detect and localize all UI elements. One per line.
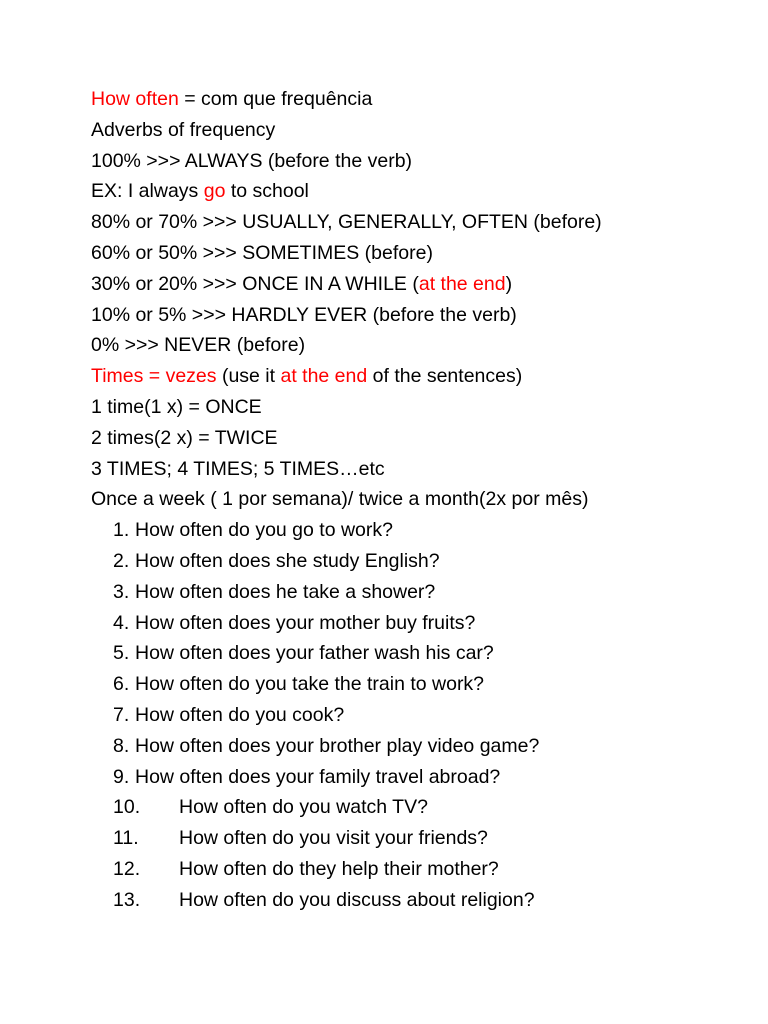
list-item-text: How often do you watch TV? [179,796,428,819]
list-item-number: 10. [113,796,141,819]
frequency-expressions-line: Once a week ( 1 por semana)/ twice a month(2x por mês) [91,488,589,511]
document-body [91,84,751,916]
list-item [91,885,751,916]
list-item [91,731,751,762]
list-item [91,515,751,546]
times-position: at the end [280,365,368,388]
list-item-text: How often do you discuss about religion? [179,888,535,911]
list-item-number: 8. [113,734,130,757]
times-line [91,361,751,392]
frequency-hardly-ever: 10% or 5% >>> HARDLY EVER (before the verb) [91,303,517,326]
list-item-text: How often does he take a shower? [135,580,436,603]
list-item [91,823,751,854]
once-position: at the end [418,272,506,295]
list-item [91,669,751,700]
list-item-number: 11. [113,827,139,850]
list-item-number: 9. [113,765,130,788]
list-item-number: 3. [113,580,130,603]
list-item [91,546,751,577]
frequency-always: 100% >>> ALWAYS (before the verb) [91,149,413,172]
example-part-2: to school [225,180,309,203]
times-term: Times = vezes [91,365,217,388]
list-item-text: How often do you cook? [135,703,345,726]
once-part-1: 30% or 20% >>> ONCE IN A WHILE ( [91,272,419,295]
list-item-text: How often does your family travel abroad? [135,765,501,788]
twice-line: 2 times(2 x) = TWICE [91,426,278,449]
list-item-number: 2. [113,549,130,572]
list-item-text: How often do they help their mother? [179,857,499,880]
frequency-usually: 80% or 70% >>> USUALLY, GENERALLY, OFTEN (before) [91,211,602,234]
frequency-never: 0% >>> NEVER (before) [91,334,306,357]
list-item [91,638,751,669]
list-item-text: How often does she study English? [135,549,440,572]
how-often-term: How often [91,88,179,110]
list-item-text: How often do you take the train to work? [135,673,485,696]
example-part-1: EX: I always [91,180,204,203]
section-heading: Adverbs of frequency [91,118,276,141]
list-item [91,700,751,731]
list-item [91,854,751,885]
how-often-translation: = com que frequência [178,88,373,110]
list-item-number: 7. [113,703,130,726]
list-item-number: 5. [113,642,130,665]
list-item-text: How often do you go to work? [135,519,393,542]
list-item-number: 6. [113,673,130,696]
times-part-1: (use it [216,365,281,388]
frequency-sometimes: 60% or 50% >>> SOMETIMES (before) [91,241,433,264]
list-item-number: 1. [113,519,130,542]
list-item [91,762,751,793]
list-item-number: 4. [113,611,130,634]
frequency-once-in-a-while [91,269,751,300]
list-item-text: How often does your father wash his car? [135,642,494,665]
list-item-number: 12. [113,857,141,880]
times-part-2: of the sentences) [367,365,523,388]
title-line [91,84,751,115]
once-part-2: ) [505,272,513,295]
list-item-text: How often does your mother buy fruits? [135,611,476,634]
list-item [91,608,751,639]
times-examples-line: 3 TIMES; 4 TIMES; 5 TIMES…etc [91,457,385,480]
list-item-number: 13. [113,888,141,911]
list-item-text: How often does your brother play video game? [135,734,540,757]
example-line [91,176,751,207]
once-line: 1 time(1 x) = ONCE [91,395,262,418]
list-item-text: How often do you visit your friends? [179,827,488,850]
example-verb: go [203,180,226,203]
list-item [91,577,751,608]
list-item [91,792,751,823]
